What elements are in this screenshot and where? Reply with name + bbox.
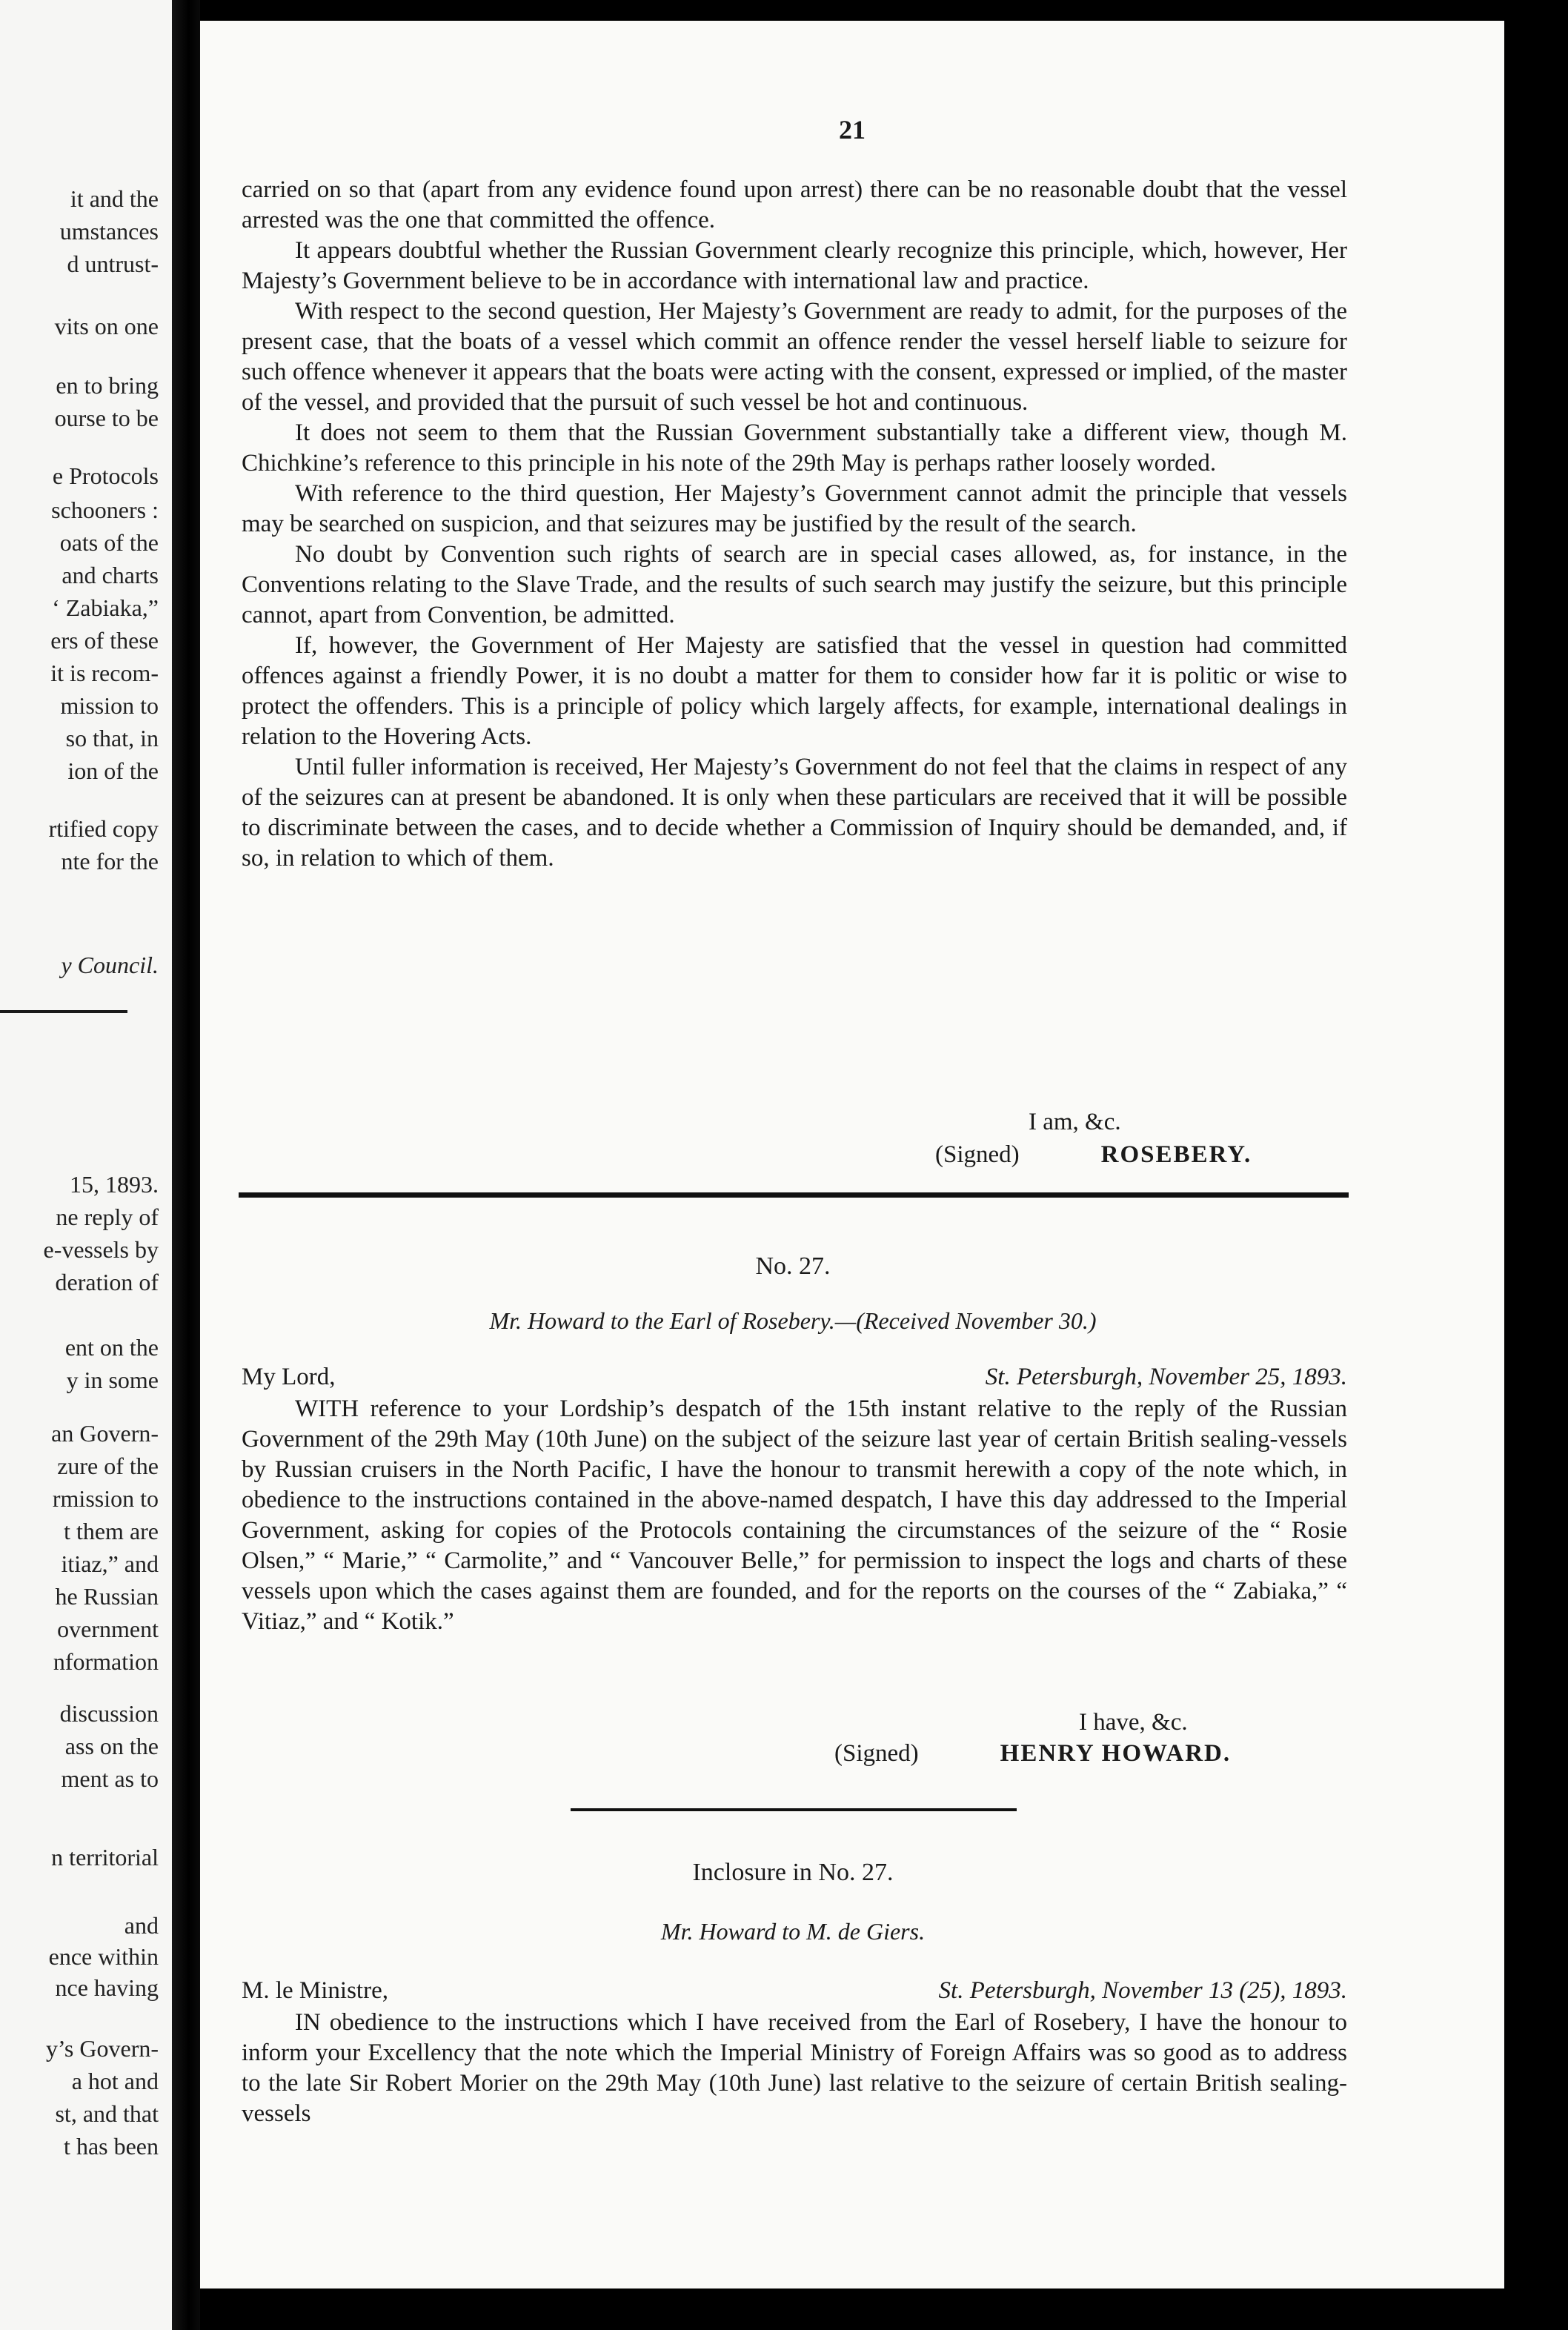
document-page (200, 21, 1504, 2288)
facing-page-rule (0, 1010, 127, 1013)
facing-page-line: ment as to (61, 1765, 159, 1792)
facing-page-line: st, and that (55, 2100, 159, 2127)
place-date (939, 1977, 1347, 2005)
paragraph: IN obedience to the instructions which I have received from the Earl of Rosebery, I have the honour to inform your Excellency that the note which the Imperial Ministry of Foreign Affairs was so good as to address to the late Sir Robert Morier on the 29th May (10th June) last relative to the seizure of certain British sealing-vessels (242, 2009, 1347, 2127)
paragraph: With reference to the third question, Her Majesty’s Government cannot admit the principle that vessels may be searched on suspicion, and that seizures may be justified by the result of the search. (242, 480, 1347, 537)
signatory-name: HENRY HOWARD. (1000, 1740, 1232, 1767)
paragraph: carried on so that (apart from any evidence found upon arrest) there can be no reasonable doubt that the vessel arrested was the one that committed the offence. (242, 176, 1347, 233)
facing-page-line: y in some (66, 1367, 159, 1393)
salutation: M. le Ministre, (242, 1977, 388, 2004)
signature-line (935, 1141, 1252, 1169)
facing-page-line: itiaz,” and (61, 1550, 159, 1577)
dateline (242, 1977, 1347, 2008)
dateline (242, 1364, 1347, 1394)
page-number: 21 (839, 115, 866, 145)
paragraph: It appears doubtful whether the Russian Government clearly recognize this principle, which, however, Her Majesty’s Government believe to be in accordance with international law and practice. (242, 237, 1347, 294)
facing-page-line: nce having (55, 1974, 159, 2001)
facing-page-line: mission to (60, 692, 159, 719)
facing-page-line: deration of (55, 1269, 159, 1295)
paragraph: Until fuller information is received, Her Majesty’s Government do not feel that the claims in respect of any of the seizures can at present be abandoned. It is only when these particulars are received that it will be possible to discriminate between the cases, and to decide whether a Commission of Inquiry should be demanded, and, if so, in relation to which of them. (242, 754, 1347, 872)
paragraph: No doubt by Convention such rights of search are in special cases allowed, as, for instance, in the Conventions relating to the Slave Trade, and the results of such search may justify the seizure, but this principle cannot, apart from Convention, be admitted. (242, 541, 1347, 628)
rosebery-letter-body (242, 175, 1347, 874)
facing-page-line: discussion (59, 1700, 159, 1727)
facing-page-line: he Russian (55, 1583, 159, 1610)
facing-page-line: zure of the (57, 1453, 159, 1479)
book-gutter (172, 0, 200, 2330)
facing-page-line: ers of these (50, 627, 159, 654)
place-date-text: St. Petersburgh, November 13 (25), 1893. (938, 1977, 1347, 2004)
facing-page-line: e Protocols (52, 462, 159, 489)
salutation: My Lord, (242, 1364, 336, 1390)
closing-formula: I am, &c. (1029, 1109, 1121, 1135)
facing-page-line: en to bring (56, 372, 159, 399)
facing-page-line: vits on one (54, 313, 159, 339)
place-date-text: St. Petersburgh, November 25, 1893. (985, 1364, 1347, 1390)
signed-label: (Signed) (935, 1141, 1020, 1168)
facing-page-line: and (124, 1912, 159, 1939)
facing-page-line: ion of the (67, 757, 159, 784)
facing-page-line: y Council. (61, 952, 159, 978)
facing-page-line: it is recom- (50, 660, 159, 686)
facing-page-line: ence within (48, 1943, 159, 1970)
facing-page-line: an Govern- (51, 1420, 159, 1447)
signatory-name: ROSEBERY. (1100, 1141, 1252, 1168)
section-divider (571, 1808, 1017, 1811)
facing-page-line: schooners : (51, 497, 159, 523)
facing-page-line: rtified copy (48, 815, 159, 842)
section-divider (239, 1192, 1349, 1198)
facing-page-line: nte for the (61, 848, 159, 874)
paragraph: With respect to the second question, Her Majesty’s Government are ready to admit, for the purposes of the present case, that the boats of a vessel which commit an offence render the vessel herself liable to seizure for such offence whenever it appears that the boats were acting with the consent, expressed or implied, of the master of the vessel, and provided that the pursuit of such vessel be hot and continuous. (242, 298, 1347, 416)
facing-page-line: nformation (53, 1648, 159, 1675)
received-date: (Received November 30.) (856, 1307, 1097, 1334)
facing-page-line: y’s Govern- (46, 2035, 159, 2062)
inclosure-subheading: Mr. Howard to M. de Giers. (660, 1918, 926, 1945)
facing-page-fragment (0, 0, 172, 2330)
facing-page-line: oats of the (59, 529, 159, 556)
facing-page-line: ‘ Zabiaka,” (52, 594, 159, 621)
facing-page-line: ent on the (64, 1334, 159, 1361)
paragraph: WITH reference to your Lordship’s despatch of the 15th instant relative to the reply of the Russian Government of the 29th May (10th June) on the subject of the seizure last year of certain British sealing-vessels by Russian cruisers in the North Pacific, I have the honour to transmit herewith a copy of the note which, in obedience to the instructions contained in the above-named despatch, I have this day addressed to the Imperial Government, asking for copies of the Protocols containing the circumstances of the seizure of the “ Rosie Olsen,” “ Marie,” “ Carmolite,” and “ Vancouver Belle,” for permission to inspect the logs and charts of these vessels upon which the cases against them are founded, and for the reports on the courses of the “ Zabiaka,” “ Vitiaz,” and “ Kotik.” (242, 1395, 1347, 1635)
facing-page-line: ourse to be (54, 405, 159, 431)
facing-page-line: rmission to (52, 1485, 159, 1512)
paragraph: If, however, the Government of Her Majesty are satisfied that the vessel in question had committed offences against a friendly Power, it is no doubt a matter for them to consider how far it is politic or wise to protect the offenders. This is a principle of policy which largely affects, for example, international dealings in relation to the Hovering Acts. (242, 632, 1347, 750)
document-number: No. 27. (755, 1252, 831, 1280)
signed-label: (Signed) (834, 1740, 919, 1767)
facing-page-line: it and the (70, 185, 159, 212)
facing-page-line: a hot and (71, 2068, 159, 2094)
inclosure-heading: Inclosure in No. 27. (692, 1859, 894, 1886)
facing-page-line: d untrust- (67, 250, 159, 277)
facing-page-line: so that, in (65, 725, 159, 751)
facing-page-line: ne reply of (56, 1204, 159, 1230)
closing-formula: I have, &c. (1079, 1709, 1188, 1736)
facing-page-line: n territorial (51, 1844, 159, 1871)
facing-page-line: t them are (64, 1518, 159, 1544)
howard-letter-body (242, 1394, 1347, 1637)
inclosure-body (242, 2008, 1347, 2129)
facing-page-line: t has been (64, 2133, 159, 2160)
document-heading (200, 1307, 1386, 1335)
heading-main: Mr. Howard to the Earl of Rosebery.— (489, 1307, 857, 1334)
place-date (986, 1364, 1347, 1391)
facing-page-line: e-vessels by (43, 1236, 159, 1263)
facing-page-line: overnment (57, 1616, 159, 1642)
facing-page-line: umstances (59, 218, 159, 245)
facing-page-line: and charts (62, 562, 159, 588)
facing-page-line: 15, 1893. (70, 1171, 159, 1198)
paragraph: It does not seem to them that the Russian Government substantially take a different view, though M. Chichkine’s reference to this principle in his note of the 29th May is perhaps rather loosely worded. (242, 419, 1347, 477)
signature-line (834, 1740, 1231, 1768)
facing-page-line: ass on the (64, 1733, 159, 1759)
